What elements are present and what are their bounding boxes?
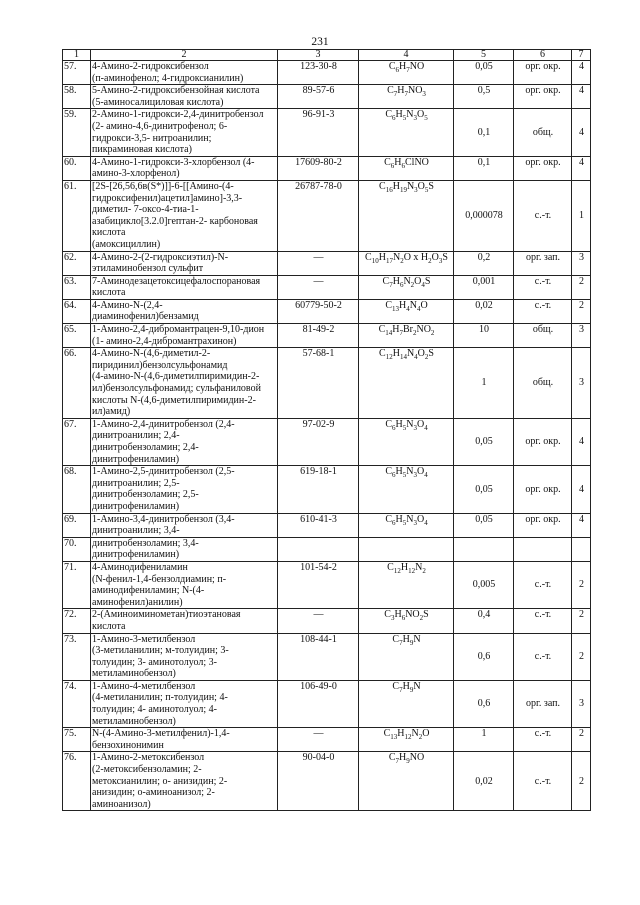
substance-name-line: 7-Аминодезацетоксицефалоспорановая (92, 275, 261, 287)
hazard-class-type: общ. (514, 324, 572, 348)
substance-name-line: гидрокси-3,5- нитроанилин; (92, 132, 212, 144)
hazard-class: 4 (572, 85, 591, 109)
substance-name-line: (4-метиланилин; п-толуидин; 4- (92, 692, 228, 704)
cas-number: 57-68-1 (278, 348, 359, 419)
hazard-class: 4 (572, 466, 591, 513)
substance-name-line: метиламинобензол) (92, 715, 176, 727)
row-number: 72. (63, 609, 91, 633)
substance-name (91, 324, 278, 348)
substance-name-line: анизидин; о-аминоанизол; 2- (92, 787, 215, 799)
table-row (63, 299, 591, 323)
hazard-class-type (514, 537, 572, 561)
cas-number: 97-02-9 (278, 418, 359, 465)
substance-name-line: метиламинобензол) (92, 668, 176, 680)
substance-name (91, 609, 278, 633)
substance-name-line: динитробензоламин; 2,4- (92, 442, 199, 453)
cas-number: 81-49-2 (278, 324, 359, 348)
cas-number: 60779-50-2 (278, 299, 359, 323)
substance-name-line: (амоксициллин) (92, 238, 161, 250)
row-number: 69. (63, 513, 91, 537)
table-row (63, 561, 591, 608)
substance-name-line: динитроанилин; 2,4- (92, 430, 180, 442)
cas-number: 619-18-1 (278, 466, 359, 513)
header-cell: 3 (278, 50, 359, 61)
hazard-class: 3 (572, 324, 591, 348)
chemical-formula: $C_6H_5N_3O_4$ (359, 466, 454, 513)
hazard-class-type: орг. окр. (514, 513, 572, 537)
hazard-class: 2 (572, 752, 591, 811)
substance-name-line: ил)амид) (92, 406, 131, 418)
hazard-class: 4 (572, 61, 591, 85)
hazard-class-type: орг. окр. (514, 85, 572, 109)
row-number: 62. (63, 251, 91, 275)
substance-name-line: (4-амино-N-(4,6-диметилпиримидин-2- (92, 371, 260, 383)
substance-name-line: (N-фенил-1,4-бензолдиамин; п- (92, 573, 227, 585)
row-number: 61. (63, 180, 91, 251)
hazard-class: 2 (572, 728, 591, 752)
hazard-class: 4 (572, 418, 591, 465)
hazard-class-type: орг. окр. (514, 466, 572, 513)
chemical-formula: $C_7H_7NO_3$ (359, 85, 454, 109)
substance-name-line: динитрофениламин) (92, 453, 180, 465)
limit-value: 0,1 (454, 109, 514, 156)
cas-number: 106-49-0 (278, 680, 359, 727)
row-number: 68. (63, 466, 91, 513)
table-row (63, 61, 591, 85)
hazard-class: 3 (572, 348, 591, 419)
chemical-formula: $C_7H_9N$ (359, 680, 454, 727)
substance-name-line: 5-Амино-2-гидроксибензойная кислота (92, 85, 260, 97)
substance-name-line: 1-Амино-4-метилбензол (92, 680, 196, 692)
substance-name-line: (2- амино-4,6-динитрофенол; 6- (92, 120, 228, 132)
cas-number: 108-44-1 (278, 633, 359, 680)
substance-name-line: (п-аминофенол; 4-гидроксианилин) (92, 72, 244, 84)
substance-name (91, 466, 278, 513)
row-number: 70. (63, 537, 91, 561)
substance-name (91, 275, 278, 299)
substance-name (91, 85, 278, 109)
hazard-class-type: орг. окр. (514, 156, 572, 180)
substance-name-line: динитроанилин; 2,5- (92, 477, 180, 489)
cas-number: 96-91-3 (278, 109, 359, 156)
substance-name-line: аминодифениламин; N-(4- (92, 585, 205, 597)
limit-value: 0,6 (454, 633, 514, 680)
chemical-formula: $C_6H_6ClNO$ (359, 156, 454, 180)
substance-name-line: толуидин; 4- аминотолуол; 4- (92, 704, 217, 716)
substance-name-line: кислота (92, 287, 126, 299)
hazard-class: 3 (572, 680, 591, 727)
row-number: 74. (63, 680, 91, 727)
chemical-formula: $C_7H_6N_2O_4S$ (359, 275, 454, 299)
substance-name-line: (3-метиланилин; м-толуидин; 3- (92, 645, 229, 657)
limit-value: 0,05 (454, 418, 514, 465)
substance-name (91, 537, 278, 561)
chemical-formula: $C_{13}H_{12}N_2O$ (359, 728, 454, 752)
chemical-formula: $C_{12}H_{12}N_2$ (359, 561, 454, 608)
substance-name-line: 1-Амино-2-метоксибензол (92, 752, 205, 764)
table-row (63, 324, 591, 348)
substance-name-line: (1- амино-2,4-дибромантрахинон) (92, 335, 237, 347)
chemical-formula: $C_{13}H_4N_4O$ (359, 299, 454, 323)
substance-name-line: динитробензоламин; 3,4- (92, 537, 199, 549)
hazard-class-type: орг. окр. (514, 418, 572, 465)
row-number: 75. (63, 728, 91, 752)
hazard-class: 4 (572, 156, 591, 180)
hazard-class-type: с.-т. (514, 561, 572, 608)
substance-name-line: гидроксифенил)ацетил]амино]-3,3- (92, 192, 243, 204)
table-row (63, 537, 591, 561)
substance-name-line: динитрофениламин) (92, 549, 180, 561)
hazard-class-type: с.-т. (514, 752, 572, 811)
substance-name-line: 1-Амино-2,5-динитробензол (2,5- (92, 466, 235, 478)
substance-name-line: 1-Амино-2,4-динитробензол (2,4- (92, 418, 235, 430)
hazard-class-type: с.-т. (514, 609, 572, 633)
limit-value: 0,5 (454, 85, 514, 109)
substance-name-line: 4-Амино-2-(2-гидроксиэтил)-N- (92, 251, 229, 263)
chemical-formula: $C_{16}H_{19}N_3O_5S$ (359, 180, 454, 251)
substance-name (91, 513, 278, 537)
substance-name-line: 4-Амино-N-(2,4- (92, 299, 163, 311)
cas-number: 90-04-0 (278, 752, 359, 811)
table-row (63, 633, 591, 680)
substance-name (91, 348, 278, 419)
table-row (63, 180, 591, 251)
limit-value: 0,02 (454, 299, 514, 323)
substance-name-line: толуидин; 3- аминотолуол; 3- (92, 656, 217, 668)
cas-number: — (278, 275, 359, 299)
hazard-class-type: общ. (514, 109, 572, 156)
table-row (63, 275, 591, 299)
limit-value: 1 (454, 728, 514, 752)
limit-value: 0,05 (454, 466, 514, 513)
cas-number: — (278, 728, 359, 752)
row-number: 59. (63, 109, 91, 156)
substance-name-line: N-(4-Амино-3-метилфенил)-1,4- (92, 728, 230, 740)
hazard-class-type: с.-т. (514, 180, 572, 251)
substance-name-line: 1-Амино-3,4-динитробензол (3,4- (92, 513, 235, 525)
row-number: 64. (63, 299, 91, 323)
row-number: 65. (63, 324, 91, 348)
hazard-class: 2 (572, 275, 591, 299)
row-number: 73. (63, 633, 91, 680)
substance-name-line: (5-аминосалициловая кислота) (92, 96, 224, 108)
header-cell: 5 (454, 50, 514, 61)
page-number: 231 (311, 36, 329, 48)
chemical-formula: $C_3H_6NO_2S$ (359, 609, 454, 633)
chemical-formula (359, 537, 454, 561)
cas-number: 610-41-3 (278, 513, 359, 537)
substance-name-line: амино-3-хлорфенол) (92, 168, 180, 180)
table-row (63, 513, 591, 537)
hazard-class: 2 (572, 299, 591, 323)
row-number: 63. (63, 275, 91, 299)
table-row (63, 728, 591, 752)
substance-name-line: 4-Амино-1-гидрокси-3-хлорбензол (4- (92, 156, 255, 168)
chemical-formula: $C_6H_7NO$ (359, 61, 454, 85)
substance-name (91, 61, 278, 85)
table-row (63, 680, 591, 727)
limit-value: 0,1 (454, 156, 514, 180)
table-row (63, 251, 591, 275)
substance-name (91, 180, 278, 251)
substance-name (91, 680, 278, 727)
substance-name-line: динитрофениламин) (92, 500, 180, 512)
substance-name-line: 4-Аминодифениламин (92, 561, 188, 573)
hazard-class (572, 537, 591, 561)
chemical-formula: $C_{12}H_{14}N_4O_2S$ (359, 348, 454, 419)
hazard-class: 3 (572, 251, 591, 275)
row-number: 67. (63, 418, 91, 465)
table-row (63, 752, 591, 811)
limit-value: 0,02 (454, 752, 514, 811)
limit-value: 1 (454, 348, 514, 419)
substance-name (91, 633, 278, 680)
chemical-formula: $C_{10}H_{17}N_2O$ x $H_2O_3S$ (359, 251, 454, 275)
header-cell: 7 (572, 50, 591, 61)
table-row (63, 418, 591, 465)
substance-name-line: аминофенил)анилин) (92, 596, 183, 608)
limit-value: 0,000078 (454, 180, 514, 251)
substance-name-line: диаминофенил)бензамид (92, 311, 199, 323)
hazard-class-type: орг. зап. (514, 680, 572, 727)
substance-name (91, 561, 278, 608)
substance-name-line: 4-Амино-N-(4,6-диметил-2- (92, 348, 211, 360)
limit-value: 10 (454, 324, 514, 348)
limit-value: 0,005 (454, 561, 514, 608)
chemical-formula: $C_6H_5N_3O_5$ (359, 109, 454, 156)
header-cell: 6 (514, 50, 572, 61)
limit-value: 0,6 (454, 680, 514, 727)
cas-number: 26787-78-0 (278, 180, 359, 251)
table-row (63, 348, 591, 419)
hazard-class-type: с.-т. (514, 299, 572, 323)
substance-name-line: аминоанизол) (92, 798, 151, 810)
row-number: 71. (63, 561, 91, 608)
substance-name-line: динитроанилин; 3,4- (92, 525, 180, 537)
chemical-formula: $C_{14}H_7Br_2NO_2$ (359, 324, 454, 348)
cas-number: 89-57-6 (278, 85, 359, 109)
table-row (63, 609, 591, 633)
chemical-formula: $C_6H_5N_3O_4$ (359, 513, 454, 537)
substance-name (91, 251, 278, 275)
substance-name (91, 418, 278, 465)
limit-value: 0,4 (454, 609, 514, 633)
substance-name-line: [2S-[26,56,6в(S*)]]-6-[[Амино-(4- (92, 180, 234, 192)
table-row (63, 156, 591, 180)
substance-name-line: ил)бензолсульфонамид; сульфаниловой (92, 383, 261, 395)
hazard-class-type: орг. зап. (514, 251, 572, 275)
header-row (63, 50, 591, 61)
chemical-formula: $C_7H_9NO$ (359, 752, 454, 811)
hazard-class: 4 (572, 513, 591, 537)
substance-name-line: кислота (92, 227, 126, 239)
chemical-formula: $C_7H_9N$ (359, 633, 454, 680)
hazard-class: 2 (572, 609, 591, 633)
header-cell: 2 (91, 50, 278, 61)
substance-name-line: пиридинил)бензолсульфонамид (92, 359, 228, 371)
cas-number: — (278, 251, 359, 275)
substance-name (91, 109, 278, 156)
row-number: 66. (63, 348, 91, 419)
table-row (63, 109, 591, 156)
row-number: 57. (63, 61, 91, 85)
substance-name-line: 4-Амино-2-гидроксибензол (92, 61, 209, 72)
limit-value (454, 537, 514, 561)
substance-name-line: метоксианилин; о- анизидин; 2- (92, 775, 228, 787)
substance-name-line: кислоты N-(4,6-диметилпиримидин-2- (92, 394, 256, 406)
hazard-class-type: общ. (514, 348, 572, 419)
hazard-class: 2 (572, 561, 591, 608)
substance-name-line: 1-Амино-2,4-дибромантрацен-9,10-дион (92, 324, 265, 336)
header-cell: 4 (359, 50, 454, 61)
substance-name (91, 156, 278, 180)
cas-number: 123-30-8 (278, 61, 359, 85)
hazard-class-type: орг. окр. (514, 61, 572, 85)
row-number: 58. (63, 85, 91, 109)
substance-name (91, 728, 278, 752)
substance-name-line: кислота (92, 620, 126, 632)
limit-value: 0,05 (454, 513, 514, 537)
substances-table (62, 49, 591, 811)
substance-name-line: 2-Амино-1-гидрокси-2,4-динитробензол (92, 109, 264, 121)
hazard-class: 2 (572, 633, 591, 680)
cas-number: 17609-80-2 (278, 156, 359, 180)
substance-name-line: азабицикло[3.2.0]гептан-2- карбоновая (92, 215, 258, 227)
substance-name-line: динитробензоламин; 2,5- (92, 489, 199, 501)
substance-name-line: пикраминовая кислота) (92, 144, 192, 156)
cas-number: 101-54-2 (278, 561, 359, 608)
table-row (63, 85, 591, 109)
cas-number (278, 537, 359, 561)
limit-value: 0,2 (454, 251, 514, 275)
chemical-formula: $C_6H_5N_3O_4$ (359, 418, 454, 465)
substance-name-line: этиламинобензол сульфит (92, 263, 204, 275)
substance-name (91, 299, 278, 323)
table-row (63, 466, 591, 513)
cas-number: — (278, 609, 359, 633)
row-number: 76. (63, 752, 91, 811)
hazard-class: 1 (572, 180, 591, 251)
limit-value: 0,001 (454, 275, 514, 299)
hazard-class-type: с.-т. (514, 728, 572, 752)
row-number: 60. (63, 156, 91, 180)
substance-name-line: бензохинонимин (92, 739, 164, 751)
substance-name-line: диметил- 7-оксо-4-тиа-1- (92, 204, 199, 216)
substance-name-line: (2-метоксибензоламин; 2- (92, 764, 202, 776)
substance-name (91, 752, 278, 811)
limit-value: 0,05 (454, 61, 514, 85)
substance-name-line: 1-Амино-3-метилбензол (92, 633, 196, 645)
hazard-class-type: с.-т. (514, 275, 572, 299)
hazard-class-type: с.-т. (514, 633, 572, 680)
hazard-class: 4 (572, 109, 591, 156)
substance-name-line: 2-(Аминоиминометан)тиоэтановая (92, 609, 241, 621)
header-cell: 1 (63, 50, 91, 61)
